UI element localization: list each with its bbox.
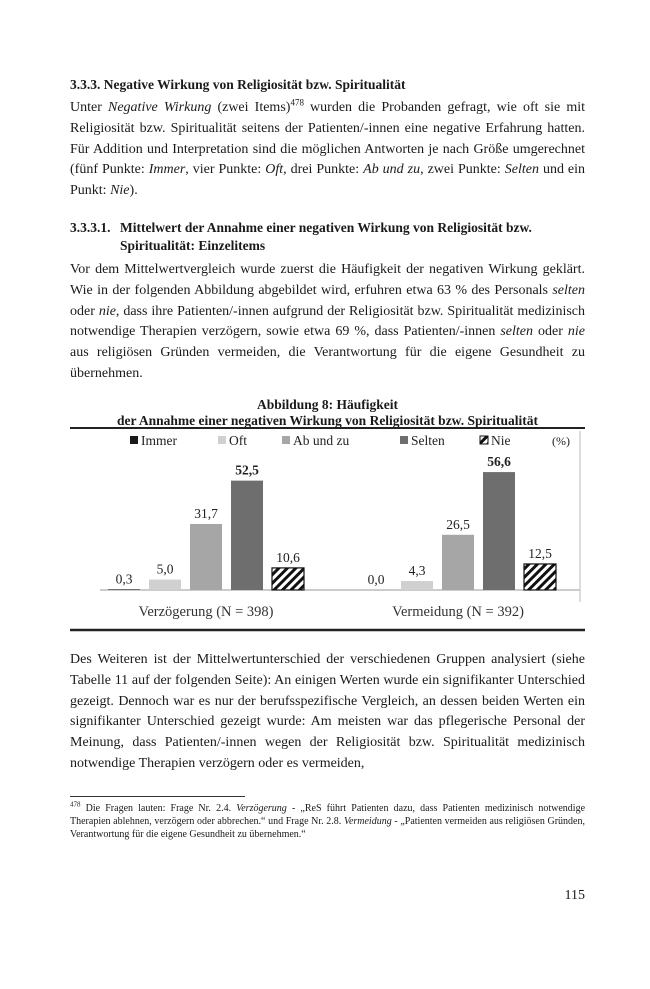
figure-title: Abbildung 8: Häufigkeit der Annahme einer negativen Wirkung von Religiosität bzw. Spiritualität (117, 397, 538, 428)
bar-0-2 (190, 524, 222, 590)
value-label-0-2: 31,7 (194, 505, 218, 521)
value-label-1-4: 12,5 (528, 545, 552, 561)
section-paragraph: Unter Negative Wirkung (zwei Items)$^{478}$ wurden die Probanden gefragt, wie oft sie mit Religiosität bzw. Spiritualität seitens der Patienten/-innen eine negative Erfahrung hatten. Für Addition und Interpretation sind die möglichen Antworten je nach Größe umgerechnet (fünf Punkte: Immer, vier Punkte: Oft, drei Punkte: Ab und zu, zwei Punkte: Selten und ein Punkt: Nie). (70, 97, 586, 199)
bar-0-3 (231, 481, 263, 590)
footnote: $^{478}$ Die Fragen lauten: Frage Nr. 2.4. Verzögerung - „ReS führt Patienten dazu, dass Patienten medizinisch notwendige Therapien ablehnen, verzögern oder abbrechen.“ und Frage Nr. 2.8. Vermeidung - „Patienten vermeiden aus religiösen Gründen, Verantwortung für die eigene Gesundheit zu übernehmen.“ (70, 800, 586, 841)
subsection-paragraph: Vor dem Mittelwertvergleich wurde zuerst die Häufigkeit der negativen Wirkung geklärt. Wie in der folgenden Abbildung abgebildet wird, erfuhren etwa 63 % des Personals selten oder nie, dass ihre Patienten/-innen aufgrund der Religiosität bzw. Spiritualität medizinisch notwendige Therapien verzögern, sowie etwa 69 %, dass Patienten/-innen selten oder nie aus religiösen Gründen vermeiden, die Verantwortung für die eigene Gesundheit zu übernehmen. (70, 262, 585, 381)
footnote-divider (70, 796, 245, 797)
value-label-1-1: 4,3 (408, 563, 426, 579)
bar-0-0 (108, 589, 140, 590)
legend-swatch-2 (282, 436, 290, 444)
subsection-heading: 3.3.3.1. Mittelwert der Annahme einer negativen Wirkung von Religiosität bzw. Spiritualität: Einzelitems (70, 220, 532, 253)
legend-label-2: Ab und zu (293, 433, 350, 448)
category-label-0: Verzögerung (N = 398) (138, 604, 274, 620)
page-number: 115 (564, 888, 585, 903)
legend-label-1: Oft (229, 433, 247, 448)
bar-1-2 (442, 535, 474, 590)
unit-label: (%) (552, 434, 570, 448)
value-label-1-3: 56,6 (487, 454, 511, 470)
bar-1-4 (524, 564, 556, 590)
value-label-1-0: 0,0 (367, 572, 385, 587)
value-label-0-0: 0,3 (115, 571, 133, 587)
bar-1-3 (483, 472, 515, 590)
legend-swatch-1 (218, 436, 226, 444)
bar-chart (70, 427, 585, 632)
footnote-ref: 478 (290, 97, 304, 108)
value-label-1-2: 26,5 (446, 516, 470, 532)
category-label-1: Vermeidung (N = 392) (392, 604, 524, 620)
continuation-paragraph: Des Weiteren ist der Mittelwertunterschied der verschiedenen Gruppen analysiert (siehe Tabelle 11 auf der folgenden Seite): An einigen Werten wurde ein signifikanter Unterschied gezeigt. Dennoch war es nur der berufsspezifische Vergleich, an dessen beiden Werten ein signifikanter Unterschied gezeigt wurde: Am meisten war das pflegerische Personal der Meinung, dass Patienten/-innen wegen der Religiosität bzw. Spiritualität medizinisch notwendige Therapien verzögern oder es vermeiden, (70, 652, 585, 771)
bar-1-1 (401, 581, 433, 590)
legend-swatch-4 (480, 436, 488, 444)
bar-0-4 (272, 568, 304, 590)
legend-swatch-0 (130, 436, 138, 444)
bar-0-1 (149, 580, 181, 590)
value-label-0-3: 52,5 (235, 462, 259, 478)
value-label-0-1: 5,0 (156, 561, 174, 577)
section-heading: 3.3.3. Negative Wirkung von Religiosität bzw. Spiritualität (70, 77, 406, 92)
legend-label-3: Selten (411, 433, 445, 448)
legend-label-4: Nie (491, 433, 511, 448)
legend-label-0: Immer (141, 433, 177, 448)
legend-swatch-3 (400, 436, 408, 444)
value-label-0-4: 10,6 (276, 549, 300, 565)
